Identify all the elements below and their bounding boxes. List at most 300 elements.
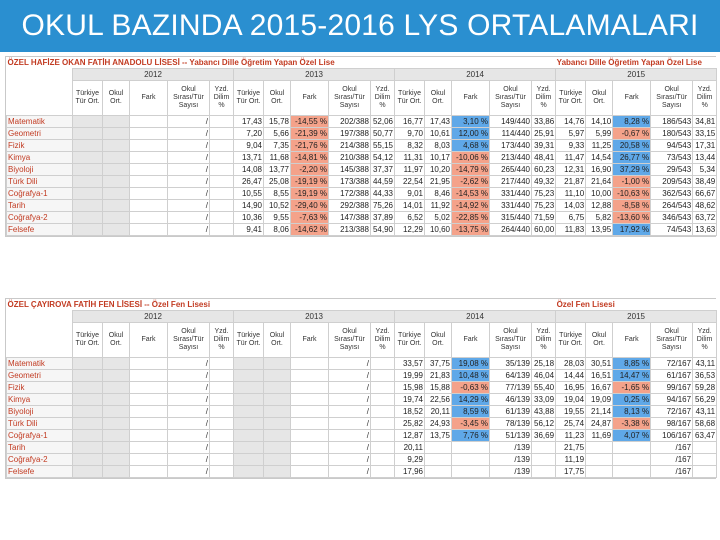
data-cell: 17,43 xyxy=(234,116,264,128)
data-cell: 5,34 xyxy=(693,164,717,176)
data-cell: 106/167 xyxy=(651,430,693,442)
data-cell xyxy=(130,116,168,128)
data-cell xyxy=(130,224,168,236)
data-cell: 66,67 xyxy=(693,188,717,200)
data-cell xyxy=(130,394,168,406)
data-cell xyxy=(291,466,329,478)
data-cell xyxy=(73,200,103,212)
data-cell: 59,28 xyxy=(693,382,717,394)
table-row xyxy=(7,406,717,418)
data-cell: 99/167 xyxy=(651,382,693,394)
data-cell xyxy=(73,406,103,418)
table-row xyxy=(7,394,717,406)
data-cell xyxy=(130,128,168,140)
data-cell xyxy=(103,406,130,418)
data-cell xyxy=(210,370,234,382)
data-cell xyxy=(130,454,168,466)
data-cell: 217/440 xyxy=(490,176,532,188)
data-cell xyxy=(291,382,329,394)
data-cell: 14,29 % xyxy=(452,394,490,406)
column-header-yuzde: Yzd. Dilim % xyxy=(371,323,395,358)
data-cell: 25,82 xyxy=(395,418,425,430)
data-cell: 186/543 xyxy=(651,116,693,128)
data-cell xyxy=(103,454,130,466)
data-cell: 14,08 xyxy=(234,164,264,176)
data-cell xyxy=(103,466,130,478)
data-cell: 202/388 xyxy=(329,116,371,128)
data-cell: 72/167 xyxy=(651,406,693,418)
data-cell xyxy=(73,140,103,152)
data-cell: 3,10 % xyxy=(452,116,490,128)
data-cell: 60,23 xyxy=(532,164,556,176)
data-cell: 331/440 xyxy=(490,200,532,212)
data-cell xyxy=(371,370,395,382)
data-cell: / xyxy=(168,212,210,224)
data-cell xyxy=(103,200,130,212)
data-cell: 14,76 xyxy=(556,116,586,128)
data-cell xyxy=(73,358,103,370)
data-cell: 20,11 xyxy=(425,406,452,418)
data-cell xyxy=(210,442,234,454)
data-cell: 38,49 xyxy=(693,176,717,188)
data-cell xyxy=(291,358,329,370)
data-cell: 4,68 % xyxy=(452,140,490,152)
data-cell: 56,12 xyxy=(532,418,556,430)
data-cell xyxy=(371,418,395,430)
data-cell: 8,06 xyxy=(264,224,291,236)
data-cell: 37,37 xyxy=(371,164,395,176)
data-cell xyxy=(210,454,234,466)
subject-label: Coğrafya-1 xyxy=(7,188,73,200)
data-cell xyxy=(452,442,490,454)
data-cell xyxy=(73,370,103,382)
data-cell: 8,59 % xyxy=(452,406,490,418)
data-cell: 22,54 xyxy=(395,176,425,188)
data-cell: 8,13 % xyxy=(613,406,651,418)
data-cell: 29/543 xyxy=(651,164,693,176)
data-cell: 11,10 xyxy=(556,188,586,200)
column-header-turkiye: Türkiye Tür Ort. xyxy=(556,323,586,358)
data-cell xyxy=(130,176,168,188)
data-cell: 75,23 xyxy=(532,188,556,200)
data-cell: / xyxy=(168,358,210,370)
column-header-fark: Fark xyxy=(452,81,490,116)
data-cell xyxy=(693,466,717,478)
data-cell xyxy=(103,128,130,140)
data-cell: 362/543 xyxy=(651,188,693,200)
data-cell: / xyxy=(168,128,210,140)
data-cell: -2,62 % xyxy=(452,176,490,188)
data-cell: 9,55 xyxy=(264,212,291,224)
data-cell xyxy=(210,224,234,236)
subject-label: Felsefe xyxy=(7,224,73,236)
data-cell: 147/388 xyxy=(329,212,371,224)
column-header-sira: Okul Sırası/Tür Sayısı xyxy=(168,323,210,358)
data-cell xyxy=(130,442,168,454)
data-cell xyxy=(210,406,234,418)
data-cell: 5,99 xyxy=(586,128,613,140)
data-cell: 24,87 xyxy=(586,418,613,430)
data-cell xyxy=(264,394,291,406)
data-cell xyxy=(130,200,168,212)
data-cell xyxy=(130,152,168,164)
data-cell: 44,59 xyxy=(371,176,395,188)
data-cell: 34,81 xyxy=(693,116,717,128)
table-row xyxy=(7,358,717,370)
data-cell xyxy=(130,164,168,176)
data-cell: 11,25 xyxy=(586,140,613,152)
data-cell: -7,63 % xyxy=(291,212,329,224)
data-cell: 210/388 xyxy=(329,152,371,164)
subject-label: Fizik xyxy=(7,382,73,394)
data-cell xyxy=(73,382,103,394)
data-cell: 37,29 % xyxy=(613,164,651,176)
school1-table-panel xyxy=(5,56,716,237)
school-name-row xyxy=(7,299,717,311)
data-cell: 20,58 % xyxy=(613,140,651,152)
data-cell xyxy=(103,418,130,430)
data-cell xyxy=(130,430,168,442)
data-cell: 48,41 xyxy=(532,152,556,164)
data-cell: 264/440 xyxy=(490,224,532,236)
data-cell xyxy=(103,152,130,164)
data-cell xyxy=(234,430,264,442)
data-cell xyxy=(73,224,103,236)
data-cell xyxy=(130,358,168,370)
data-cell: / xyxy=(329,418,371,430)
data-cell: 14,47 % xyxy=(613,370,651,382)
data-cell: 46,04 xyxy=(532,370,556,382)
data-cell: 19,74 xyxy=(395,394,425,406)
data-cell: 14,10 xyxy=(586,116,613,128)
data-cell: 21,95 xyxy=(425,176,452,188)
data-cell: 14,03 xyxy=(556,200,586,212)
data-cell: /167 xyxy=(651,454,693,466)
data-cell xyxy=(532,466,556,478)
data-cell xyxy=(130,188,168,200)
data-cell xyxy=(371,406,395,418)
data-cell: / xyxy=(168,382,210,394)
data-cell: /139 xyxy=(490,454,532,466)
data-cell: 25,74 xyxy=(556,418,586,430)
data-cell: 21,14 xyxy=(586,406,613,418)
data-cell: 17,96 xyxy=(395,466,425,478)
data-cell xyxy=(613,442,651,454)
data-cell xyxy=(103,212,130,224)
data-cell: 7,20 xyxy=(234,128,264,140)
data-cell: 37,89 xyxy=(371,212,395,224)
data-cell: -0,67 % xyxy=(613,128,651,140)
data-cell xyxy=(532,454,556,466)
data-cell xyxy=(73,418,103,430)
data-cell: / xyxy=(168,152,210,164)
data-cell xyxy=(103,176,130,188)
data-cell: / xyxy=(329,370,371,382)
data-cell xyxy=(210,394,234,406)
data-cell: -1,65 % xyxy=(613,382,651,394)
table-row xyxy=(7,140,717,152)
data-cell: 19,08 % xyxy=(452,358,490,370)
column-header-sira: Okul Sırası/Tür Sayısı xyxy=(490,81,532,116)
data-cell xyxy=(210,116,234,128)
data-cell: 50,77 xyxy=(371,128,395,140)
data-cell: 61/139 xyxy=(490,406,532,418)
data-cell: / xyxy=(168,430,210,442)
data-cell: 10,00 xyxy=(586,188,613,200)
data-cell: 145/388 xyxy=(329,164,371,176)
data-cell xyxy=(73,188,103,200)
data-cell xyxy=(210,200,234,212)
data-cell: 63,72 xyxy=(693,212,717,224)
data-cell: / xyxy=(329,394,371,406)
data-cell: / xyxy=(168,176,210,188)
data-cell: 331/440 xyxy=(490,188,532,200)
year-header: 2015 xyxy=(556,69,717,81)
data-cell: 73/543 xyxy=(651,152,693,164)
data-cell: 10,55 xyxy=(234,188,264,200)
corner-cell xyxy=(7,311,73,323)
column-header-row xyxy=(7,81,717,116)
data-cell: / xyxy=(168,200,210,212)
data-cell: 17,75 xyxy=(556,466,586,478)
data-cell: 180/543 xyxy=(651,128,693,140)
table-row xyxy=(7,224,717,236)
data-cell xyxy=(210,164,234,176)
data-cell xyxy=(73,466,103,478)
data-cell xyxy=(693,442,717,454)
data-cell: 12,88 xyxy=(586,200,613,212)
data-cell: 12,31 xyxy=(556,164,586,176)
data-cell: 9,04 xyxy=(234,140,264,152)
data-cell: 25,91 xyxy=(532,128,556,140)
data-cell: 72/167 xyxy=(651,358,693,370)
data-cell: 0,25 % xyxy=(613,394,651,406)
data-cell: 15,78 xyxy=(264,116,291,128)
data-cell: 10,61 xyxy=(425,128,452,140)
column-header-sira: Okul Sırası/Tür Sayısı xyxy=(168,81,210,116)
data-cell: -10,63 % xyxy=(613,188,651,200)
data-cell: 173/388 xyxy=(329,176,371,188)
column-header-fark: Fark xyxy=(130,81,168,116)
data-cell: 64/139 xyxy=(490,370,532,382)
data-cell: 43,11 xyxy=(693,406,717,418)
subject-label: Felsefe xyxy=(7,466,73,478)
data-cell: 51/139 xyxy=(490,430,532,442)
year-header: 2012 xyxy=(73,69,234,81)
page-title: OKUL BAZINDA 2015-2016 LYS ORTALAMALARI xyxy=(21,9,699,42)
column-header-yuzde: Yzd. Dilim % xyxy=(210,323,234,358)
data-cell: 37,75 xyxy=(425,358,452,370)
data-cell: -14,92 % xyxy=(452,200,490,212)
column-header-sira: Okul Sırası/Tür Sayısı xyxy=(490,323,532,358)
data-cell: 213/440 xyxy=(490,152,532,164)
data-cell: 26,77 % xyxy=(613,152,651,164)
data-cell xyxy=(103,188,130,200)
data-cell: -0,63 % xyxy=(452,382,490,394)
school-type: Özel Fen Lisesi xyxy=(556,299,717,311)
data-cell: 265/440 xyxy=(490,164,532,176)
data-cell: / xyxy=(168,454,210,466)
subject-label: Türk Dili xyxy=(7,176,73,188)
data-cell: / xyxy=(329,382,371,394)
data-cell: / xyxy=(168,224,210,236)
data-cell: -19,19 % xyxy=(291,188,329,200)
column-header-sira: Okul Sırası/Tür Sayısı xyxy=(329,81,371,116)
data-cell: / xyxy=(168,370,210,382)
data-cell xyxy=(234,418,264,430)
data-cell xyxy=(425,466,452,478)
data-cell xyxy=(73,116,103,128)
column-header-fark: Fark xyxy=(291,81,329,116)
data-cell: 36,53 xyxy=(693,370,717,382)
data-cell: 13,71 xyxy=(234,152,264,164)
data-cell xyxy=(264,466,291,478)
data-cell xyxy=(130,382,168,394)
column-header-fark: Fark xyxy=(130,323,168,358)
data-cell: 56,29 xyxy=(693,394,717,406)
year-header: 2014 xyxy=(395,311,556,323)
table-row xyxy=(7,454,717,466)
data-cell xyxy=(210,212,234,224)
data-cell: / xyxy=(168,466,210,478)
data-cell: 172/388 xyxy=(329,188,371,200)
data-cell: 18,52 xyxy=(395,406,425,418)
data-cell: 33,57 xyxy=(395,358,425,370)
data-cell: 12,29 xyxy=(395,224,425,236)
data-cell: -1,00 % xyxy=(613,176,651,188)
column-header-fark: Fark xyxy=(452,323,490,358)
data-cell: 16,90 xyxy=(586,164,613,176)
data-cell: 315/440 xyxy=(490,212,532,224)
subject-label: Geometri xyxy=(7,370,73,382)
data-cell: 10,36 xyxy=(234,212,264,224)
data-cell xyxy=(130,370,168,382)
subject-label: Biyoloji xyxy=(7,164,73,176)
data-cell: 48,62 xyxy=(693,200,717,212)
data-cell: -29,40 % xyxy=(291,200,329,212)
data-cell xyxy=(103,430,130,442)
school-name: ÖZEL ÇAYIROVA FATİH FEN LİSESİ -- Özel Fen Lisesi xyxy=(7,299,556,311)
data-cell xyxy=(234,382,264,394)
data-cell xyxy=(73,164,103,176)
data-cell: 7,76 % xyxy=(452,430,490,442)
data-cell xyxy=(234,406,264,418)
data-cell: 9,01 xyxy=(395,188,425,200)
data-cell: 9,33 xyxy=(556,140,586,152)
data-cell: 11,23 xyxy=(556,430,586,442)
data-cell xyxy=(586,466,613,478)
data-cell: 114/440 xyxy=(490,128,532,140)
table-row xyxy=(7,418,717,430)
data-cell: -3,38 % xyxy=(613,418,651,430)
data-cell: 12,87 xyxy=(395,430,425,442)
data-cell: 214/388 xyxy=(329,140,371,152)
data-cell: 149/440 xyxy=(490,116,532,128)
table-row xyxy=(7,188,717,200)
year-header: 2014 xyxy=(395,69,556,81)
data-cell: -14,55 % xyxy=(291,116,329,128)
data-cell: / xyxy=(329,454,371,466)
column-header-turkiye: Türkiye Tür Ort. xyxy=(395,323,425,358)
data-cell xyxy=(103,164,130,176)
data-cell: 10,17 xyxy=(425,152,452,164)
data-cell: 14,44 xyxy=(556,370,586,382)
data-cell xyxy=(532,442,556,454)
subject-label: Matematik xyxy=(7,358,73,370)
data-cell: / xyxy=(168,442,210,454)
data-cell: 52,06 xyxy=(371,116,395,128)
table-row xyxy=(7,430,717,442)
data-cell xyxy=(264,454,291,466)
data-cell: 30,51 xyxy=(586,358,613,370)
subject-label: Fizik xyxy=(7,140,73,152)
data-cell: 8,03 xyxy=(425,140,452,152)
data-cell: 98/167 xyxy=(651,418,693,430)
table-row xyxy=(7,152,717,164)
column-header-turkiye: Türkiye Tür Ort. xyxy=(556,81,586,116)
data-cell: / xyxy=(329,358,371,370)
data-cell: / xyxy=(329,442,371,454)
table-row xyxy=(7,164,717,176)
data-cell: -21,76 % xyxy=(291,140,329,152)
data-cell xyxy=(234,466,264,478)
data-cell: -13,60 % xyxy=(613,212,651,224)
data-cell: 21,75 xyxy=(556,442,586,454)
data-cell: 8,28 % xyxy=(613,116,651,128)
data-cell xyxy=(425,454,452,466)
column-header-yuzde: Yzd. Dilim % xyxy=(210,81,234,116)
data-cell xyxy=(73,394,103,406)
data-cell xyxy=(371,442,395,454)
data-cell xyxy=(130,212,168,224)
data-cell: 55,15 xyxy=(371,140,395,152)
column-header-okul: Okul Ort. xyxy=(264,81,291,116)
data-cell: 63,47 xyxy=(693,430,717,442)
column-header-row xyxy=(7,323,717,358)
column-header-yuzde: Yzd. Dilim % xyxy=(532,81,556,116)
data-cell xyxy=(291,394,329,406)
column-header-sira: Okul Sırası/Tür Sayısı xyxy=(651,81,693,116)
data-cell: 292/388 xyxy=(329,200,371,212)
data-cell: -3,45 % xyxy=(452,418,490,430)
data-cell: / xyxy=(168,164,210,176)
data-cell xyxy=(371,466,395,478)
data-cell: / xyxy=(168,116,210,128)
data-cell: 9,41 xyxy=(234,224,264,236)
corner-cell xyxy=(7,81,73,116)
table-row xyxy=(7,466,717,478)
data-cell: 9,29 xyxy=(395,454,425,466)
table-row xyxy=(7,128,717,140)
data-cell: 16,67 xyxy=(586,382,613,394)
data-cell xyxy=(130,418,168,430)
table-row xyxy=(7,200,717,212)
data-cell: 17,43 xyxy=(425,116,452,128)
subject-label: Tarih xyxy=(7,200,73,212)
data-cell: 74/543 xyxy=(651,224,693,236)
data-cell: 11,69 xyxy=(586,430,613,442)
table-row xyxy=(7,212,717,224)
data-cell: 61/167 xyxy=(651,370,693,382)
data-cell: 6,75 xyxy=(556,212,586,224)
data-cell xyxy=(103,394,130,406)
data-cell: 13,63 xyxy=(693,224,717,236)
subject-label: Biyoloji xyxy=(7,406,73,418)
data-cell xyxy=(234,370,264,382)
data-cell: 15,98 xyxy=(395,382,425,394)
column-header-okul: Okul Ort. xyxy=(425,81,452,116)
data-cell: 19,04 xyxy=(556,394,586,406)
